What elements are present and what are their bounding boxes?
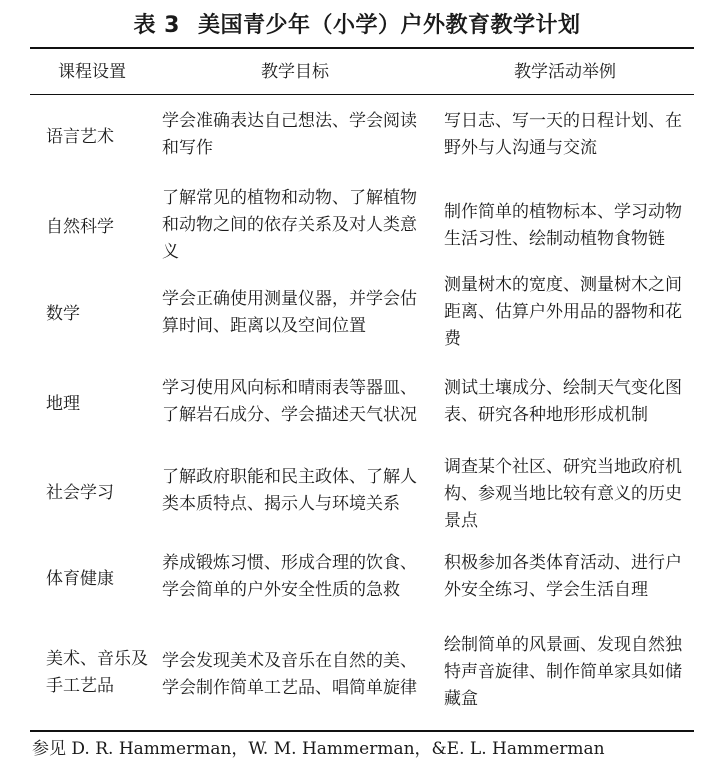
- row-subject: 语言艺术: [46, 127, 114, 147]
- row-subject: 社会学习: [46, 483, 114, 503]
- header-course: 课程设置: [58, 62, 126, 82]
- header-activity: 教学活动举例: [514, 62, 616, 82]
- row-activity: 调查某个社区、研究当地政府机构、参观当地比较有意义的历史景点: [444, 457, 682, 531]
- row-activity: 绘制简单的风景画、发现自然独特声音旋律、制作简单家具如储藏盒: [444, 635, 682, 709]
- table-header: [0, 51, 714, 93]
- table-bottom-rule: [30, 730, 694, 732]
- row-goal: 学会准确表达自己想法、学会阅读和写作: [162, 111, 417, 158]
- table-caption: [0, 6, 714, 46]
- row-goal: 养成锻炼习惯、形成合理的饮食、学会简单的户外安全性质的急救: [162, 553, 417, 600]
- row-goal: 学会发现美术及音乐在自然的美、学会制作简单工艺品、唱简单旋律: [162, 651, 417, 698]
- row-goal: 了解常见的植物和动物、了解植物和动物之间的依存关系及对人类意义: [162, 188, 417, 262]
- row-subject: 数学: [46, 304, 80, 324]
- source-footnote: 参见 D. R. Hammerman，W. M. Hammerman，&E. L. Hammerman: [32, 739, 605, 759]
- header-goal: 教学目标: [261, 62, 329, 82]
- row-activity: 积极参加各类体育活动、进行户外安全练习、学会生活自理: [444, 553, 682, 600]
- table-top-rule: [30, 47, 694, 49]
- row-goal: 了解政府职能和民主政体、了解人类本质特点、揭示人与环境关系: [162, 467, 417, 514]
- row-subject: 体育健康: [46, 569, 114, 589]
- row-subject: 自然科学: [46, 217, 114, 237]
- row-subject: 地理: [46, 394, 80, 414]
- row-activity: 测量树木的宽度、测量树木之间距离、估算户外用品的器物和花费: [444, 275, 682, 349]
- row-subject: 美术、音乐及手工艺品: [46, 649, 148, 696]
- row-goal: 学习使用风向标和晴雨表等器皿、了解岩石成分、学会描述天气状况: [162, 378, 417, 425]
- table-header-rule: [30, 94, 694, 95]
- table-title: 美国青少年（小学）户外教育教学计划: [197, 13, 581, 38]
- table-number: 表 3: [133, 13, 180, 38]
- row-activity: 测试土壤成分、绘制天气变化图表、研究各种地形形成机制: [444, 378, 682, 425]
- row-activity: 写日志、写一天的日程计划、在野外与人沟通与交流: [444, 111, 682, 158]
- row-goal: 学会正确使用测量仪器，并学会估算时间、距离以及空间位置: [162, 289, 417, 336]
- row-activity: 制作简单的植物标本、学习动物生活习性、绘制动植物食物链: [444, 202, 682, 249]
